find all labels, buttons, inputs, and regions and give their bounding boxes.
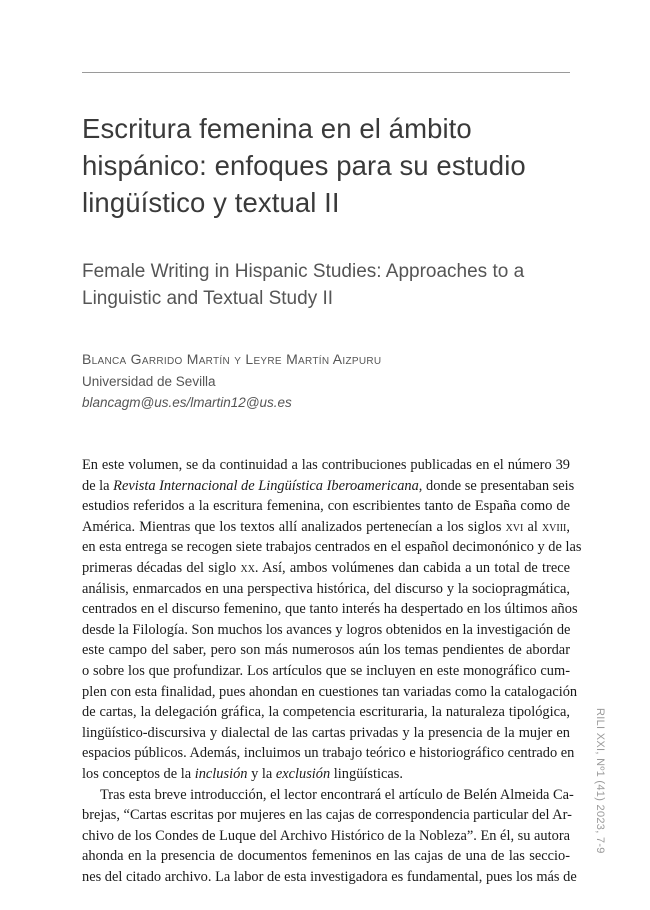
text-line: estudios referidos a la escritura femenina, con escribientes tanto de España como de xyxy=(82,498,570,515)
paragraph-1 xyxy=(82,455,582,785)
text-line: nes del citado archivo. La labor de esta investigadora es fundamental, pues los más de xyxy=(82,868,577,885)
header-rule xyxy=(82,72,570,73)
text-line: desde la Filología. Son muchos los avances y logros obtenidos en la investigación de xyxy=(82,621,571,638)
text-line: los conceptos de la inclusión y la exclusión lingüísticas. xyxy=(82,765,403,782)
text-line: primeras décadas del siglo xx. Así, ambos volúmenes dan cabida a un total de trece xyxy=(82,559,570,576)
text-line: este campo del saber, pero son más numerosos aún los temas pendientes de abordar xyxy=(82,642,570,659)
text-line: de la Revista Internacional de Lingüística Iberoamericana, donde se presentaban seis xyxy=(82,477,575,494)
text-line: análisis, enmarcados en una perspectiva histórica, del discurso y la sociopragmática, xyxy=(82,580,570,597)
text-line: Tras esta breve introducción, el lector encontrará el artículo de Belén Almeida Ca- xyxy=(100,786,574,803)
text-line: lingüístico-discursiva y dialectal de las cartas privadas y la presencia de la mujer en xyxy=(82,724,570,741)
text-line: centrados en el discurso femenino, que tanto interés ha despertado en los últimos años xyxy=(82,601,578,618)
article-title: Escritura femenina en el ámbito hispánico: enfoques para su estudio lingüístico y textual II xyxy=(82,113,526,218)
authors: Blanca Garrido Martín y Leyre Martín Aizpuru xyxy=(82,351,382,367)
text-line: En este volumen, se da continuidad a las contribuciones publicadas en el número 39 xyxy=(82,457,570,473)
text-line: chivo de los Condes de Luque del Archivo Histórico de la Nobleza”. En él, su autora xyxy=(82,827,570,844)
article-body xyxy=(82,455,582,887)
text-line: ahonda en la presencia de documentos femeninos en las cajas de una de las seccio- xyxy=(82,848,570,865)
text-line: o sobre los que profundizar. Los artículos que se incluyen en este monográfico cum- xyxy=(82,662,570,679)
paragraph-2 xyxy=(82,785,577,888)
author-emails: blancagm@us.es/lmartin12@us.es xyxy=(82,395,292,410)
affiliation: Universidad de Sevilla xyxy=(82,374,216,389)
journal-reference: RILI XXI, Nº1 (41) 2023, 7-9 xyxy=(594,708,606,854)
text-line: de cartas, la delegación gráfica, la competencia escrituraria, la naturaleza tipológica, xyxy=(82,704,570,721)
text-line: América. Mientras que los textos allí analizados pertenecían a los siglos xvi al xviii, xyxy=(82,518,570,535)
text-line: brejas, “Cartas escritas por mujeres en las cajas de correspondencia particular del Ar- xyxy=(82,807,572,824)
journal-name: Revista Internacional de Lingüística Iberoamericana xyxy=(113,477,419,494)
text-line: espacios públicos. Además, incluimos un trabajo teórico e historiográfico centrado en xyxy=(82,745,575,762)
article-title-english: Female Writing in Hispanic Studies: Approaches to a Linguistic and Textual Study II xyxy=(82,261,525,309)
text-line: plen con esta finalidad, pues ahondan en cuestiones tan variadas como la catalogación xyxy=(82,683,578,700)
text-line: en esta entrega se recogen siete trabajos centrados en el español decimonónico y de las xyxy=(82,539,582,556)
